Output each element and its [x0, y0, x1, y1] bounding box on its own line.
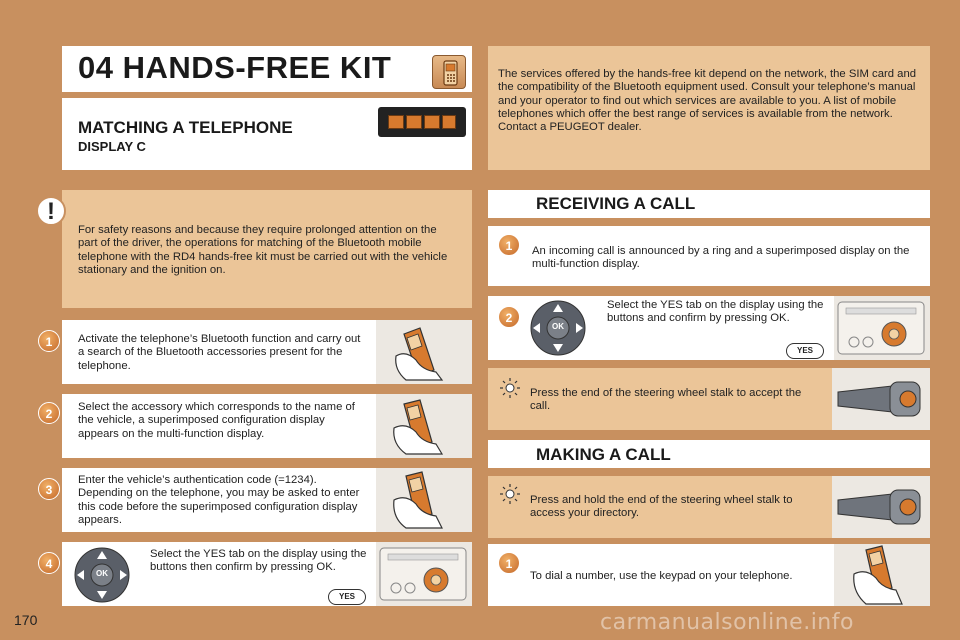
page-number: 170	[14, 612, 38, 628]
section-subtitle: DISPLAY C	[78, 139, 146, 154]
warning-icon: !	[36, 196, 66, 226]
hand-phone-icon	[376, 394, 472, 458]
hand-phone-icon	[376, 320, 472, 384]
tip-icon	[500, 484, 520, 504]
hand-phone-icon	[376, 468, 472, 532]
step-text: Select the YES tab on the display using the buttons and confirm by pressing OK.	[607, 299, 824, 325]
info-text: The services offered by the hands-free kit depend on the network, the SIM card and the compatibility of the Bluetooth equipment used. Consult your telephone’s manual and your operator to find out which services are available to you. A list of mobile telephones which offer the best range of services is available from the network. Contact a PEUGEOT dealer.	[498, 68, 917, 134]
steering-stalk-icon	[832, 476, 930, 538]
receiving-title: RECEIVING A CALL	[536, 194, 696, 213]
tip-icon	[500, 378, 520, 398]
step-number-badge: 1	[498, 234, 520, 256]
hand-phone-icon	[834, 544, 930, 606]
step-text: Select the accessory which corresponds to the name of the vehicle, a superimposed configuration display appears on the multi-function display.	[78, 401, 355, 440]
step-text: An incoming call is announced by a ring and a superimposed display on the multi-function display.	[532, 245, 910, 271]
radio-unit-icon	[376, 542, 472, 606]
warning-text: For safety reasons and because they require prolonged attention on the part of the driver, the operations for matching of the Bluetooth mobile telephone with the RD4 hands-free kit must be carried out with the vehicle stationary and the ignition on.	[78, 224, 448, 276]
step-text: Select the YES tab on the display using the buttons then confirm by pressing OK.	[150, 548, 367, 574]
radio-unit-icon	[834, 296, 930, 360]
making-title: MAKING A CALL	[536, 445, 671, 464]
ok-label: OK	[552, 322, 564, 331]
step-text: To dial a number, use the keypad on your telephone.	[530, 570, 793, 582]
step-number-badge: 1	[38, 330, 60, 352]
yes-tab-badge: YES	[786, 343, 824, 359]
step-number-badge: 2	[38, 402, 60, 424]
step-number-badge: 4	[38, 552, 60, 574]
ok-joystick-icon	[70, 546, 134, 604]
watermark: carmanualsonline.info	[600, 610, 854, 635]
step-text: Enter the vehicle’s authentication code (=1234). Depending on the telephone, you may be asked to enter this code before the superimposed configuration display appears.	[78, 474, 360, 526]
ok-joystick-icon	[526, 299, 590, 357]
mobile-phone-icon	[432, 55, 466, 89]
step-number-badge: 1	[498, 552, 520, 574]
ok-label: OK	[96, 569, 108, 578]
step-number-badge: 2	[498, 306, 520, 328]
step-text: Activate the telephone’s Bluetooth function and carry out a search of the Bluetooth accessories present for the telephone.	[78, 333, 361, 372]
page-title: 04 HANDS-FREE KIT	[78, 50, 392, 85]
tip-text: Press and hold the end of the steering wheel stalk to access your directory.	[530, 494, 793, 520]
yes-tab-badge: YES	[328, 589, 366, 605]
section-title: MATCHING A TELEPHONE	[78, 118, 293, 137]
display-c-icon	[378, 107, 466, 137]
step-number-badge: 3	[38, 478, 60, 500]
tip-text: Press the end of the steering wheel stalk to accept the call.	[530, 387, 802, 413]
steering-stalk-icon	[832, 368, 930, 430]
